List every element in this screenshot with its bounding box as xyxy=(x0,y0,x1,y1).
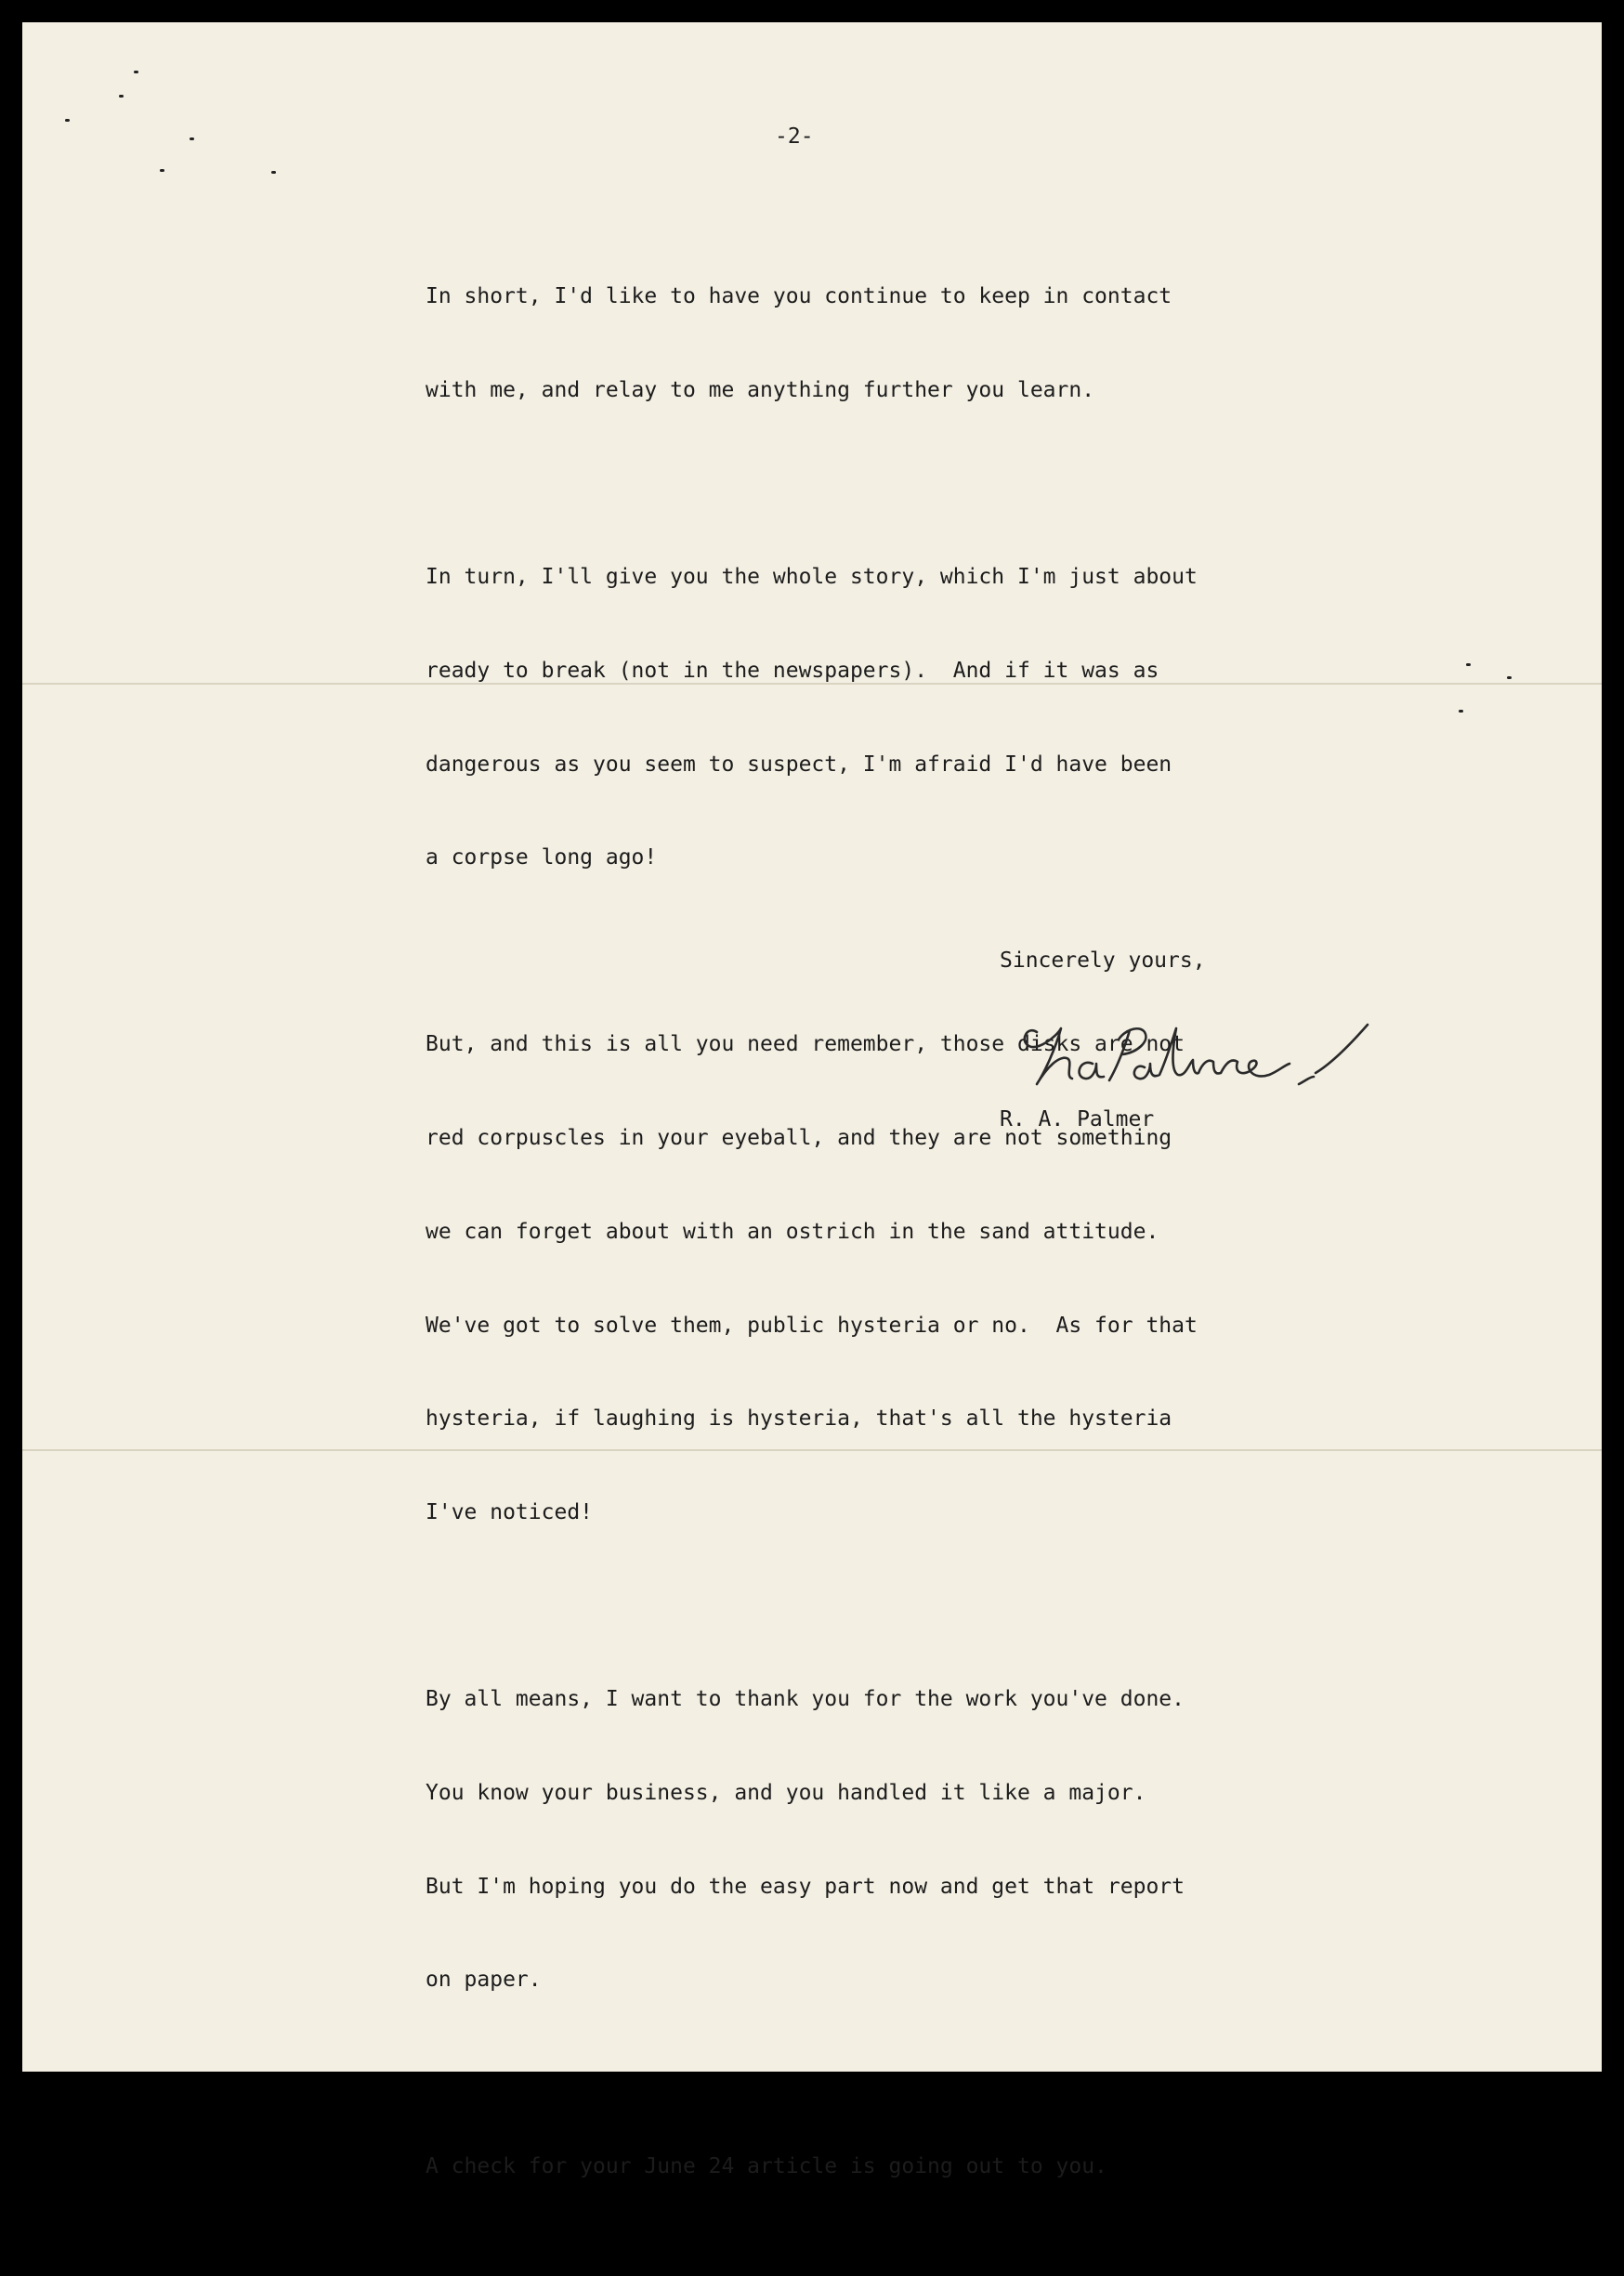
text-line: We've got to solve them, public hysteria or no. As for that xyxy=(426,1313,1198,1338)
dust-speck xyxy=(1466,663,1471,666)
paragraph xyxy=(426,500,1382,936)
dust-speck xyxy=(1507,676,1512,679)
text-line: on paper. xyxy=(426,1968,542,1993)
dust-speck xyxy=(65,119,70,122)
page-number: -2- xyxy=(775,124,814,149)
text-line: But, and this is all you need remember, those disks are not xyxy=(426,1032,1185,1057)
dust-speck xyxy=(134,71,138,73)
text-line: dangerous as you seem to suspect, I'm afraid I'd have been xyxy=(426,752,1172,777)
handwritten-signature xyxy=(1000,984,1399,1114)
closing: Sincerely yours, xyxy=(1000,948,1206,973)
dust-speck xyxy=(190,137,194,140)
text-line: In turn, I'll give you the whole story, which I'm just about xyxy=(426,564,1198,589)
dust-speck xyxy=(119,95,124,98)
text-line: By all means, I want to thank you for the work you've done. xyxy=(426,1687,1185,1712)
text-line: with me, and relay to me anything further you learn. xyxy=(426,377,1095,402)
text-line: a corpse long ago! xyxy=(426,845,658,870)
dust-speck xyxy=(1459,710,1463,713)
paragraph xyxy=(426,1622,1382,2059)
paragraph xyxy=(426,2089,1382,2245)
text-line: we can forget about with an ostrich in the sand attitude. xyxy=(426,1219,1159,1244)
letter-page xyxy=(22,22,1602,2179)
dust-speck xyxy=(160,169,164,172)
text-line: ready to break (not in the newspapers). And if it was as xyxy=(426,658,1159,683)
text-line: red corpuscles in your eyeball, and they are not something xyxy=(426,1126,1172,1151)
text-line: In short, I'd like to have you continue to keep in contact xyxy=(426,284,1172,309)
text-line: You know your business, and you handled it like a major. xyxy=(426,1780,1146,1805)
paragraph xyxy=(426,219,1382,469)
text-line: hysteria, if laughing is hysteria, that's all the hysteria xyxy=(426,1406,1172,1432)
signer-name: R. A. Palmer xyxy=(1000,1107,1155,1131)
dust-speck xyxy=(271,171,276,174)
letter-body xyxy=(426,219,1382,2276)
text-line: A check for your June 24 article is going out to you. xyxy=(426,2154,1107,2179)
text-line: I've noticed! xyxy=(426,1500,594,1525)
text-line: But I'm hoping you do the easy part now and get that report xyxy=(426,1874,1185,1899)
